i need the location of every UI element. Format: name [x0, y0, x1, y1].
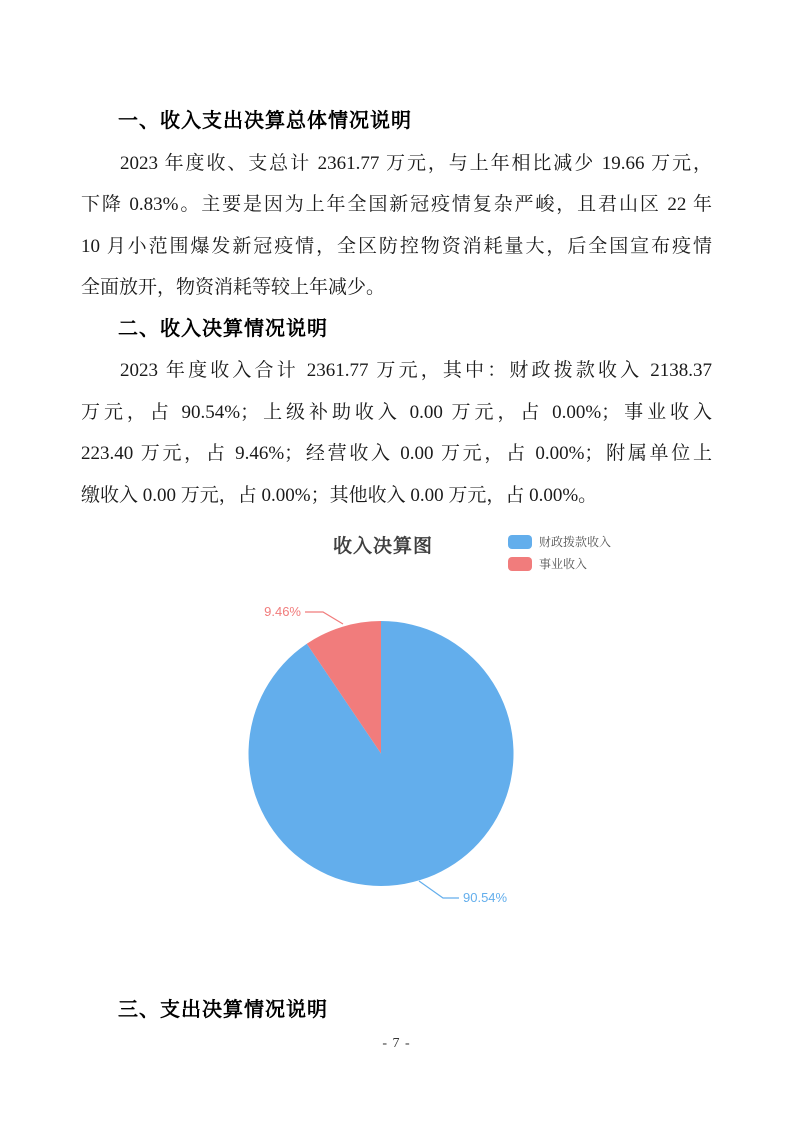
pie-label-fiscal-allocation: 90.54% [463, 890, 508, 905]
pie-chart [0, 525, 793, 925]
label-line-fiscal-allocation [419, 881, 459, 898]
chart-title: 收入决算图 [333, 536, 434, 557]
income-final-accounts-chart [0, 525, 793, 925]
page-number: - 7 - [382, 1036, 411, 1051]
paragraph-line: 2023 年度收、支总计 2361.77 万元，与上年相比减少 19.66 万元， [120, 152, 712, 174]
paragraph-line: 万元，占 90.54%；上级补助收入 0.00 万元，占 0.00%；事业收入 [81, 401, 712, 423]
label-line-business-income [305, 612, 343, 624]
body-text [81, 101, 712, 516]
legend-label: 财政拨款收入 [539, 535, 612, 549]
paragraph-line: 10 月小范围爆发新冠疫情，全区防控物资消耗量大，后全国宣布疫情 [81, 235, 712, 257]
section-2-heading: 二、收入决算情况说明 [118, 317, 328, 340]
section-1-heading: 一、收入支出决算总体情况说明 [118, 110, 412, 132]
section-3-heading: 三、支出决算情况说明 [118, 999, 328, 1021]
pie-label-business-income: 9.46% [264, 604, 301, 619]
pie-slice-fiscal-allocation [249, 621, 514, 886]
legend-label: 事业收入 [539, 557, 588, 571]
paragraph-line: 2023 年度收入合计 2361.77 万元，其中：财政拨款收入 2138.37 [120, 360, 712, 381]
paragraph-line: 缴收入 0.00 万元，占 0.00%；其他收入 0.00 万元，占 0.00%。 [81, 484, 598, 506]
paragraph-line: 下降 0.83%。主要是因为上年全国新冠疫情复杂严峻，且君山区 22 年 [81, 194, 712, 215]
paragraph-line: 223.40 万元，占 9.46%；经营收入 0.00 万元，占 0.00%；附属单位上 [81, 443, 712, 464]
paragraph-line: 全面放开，物资消耗等较上年减少。 [81, 277, 386, 298]
